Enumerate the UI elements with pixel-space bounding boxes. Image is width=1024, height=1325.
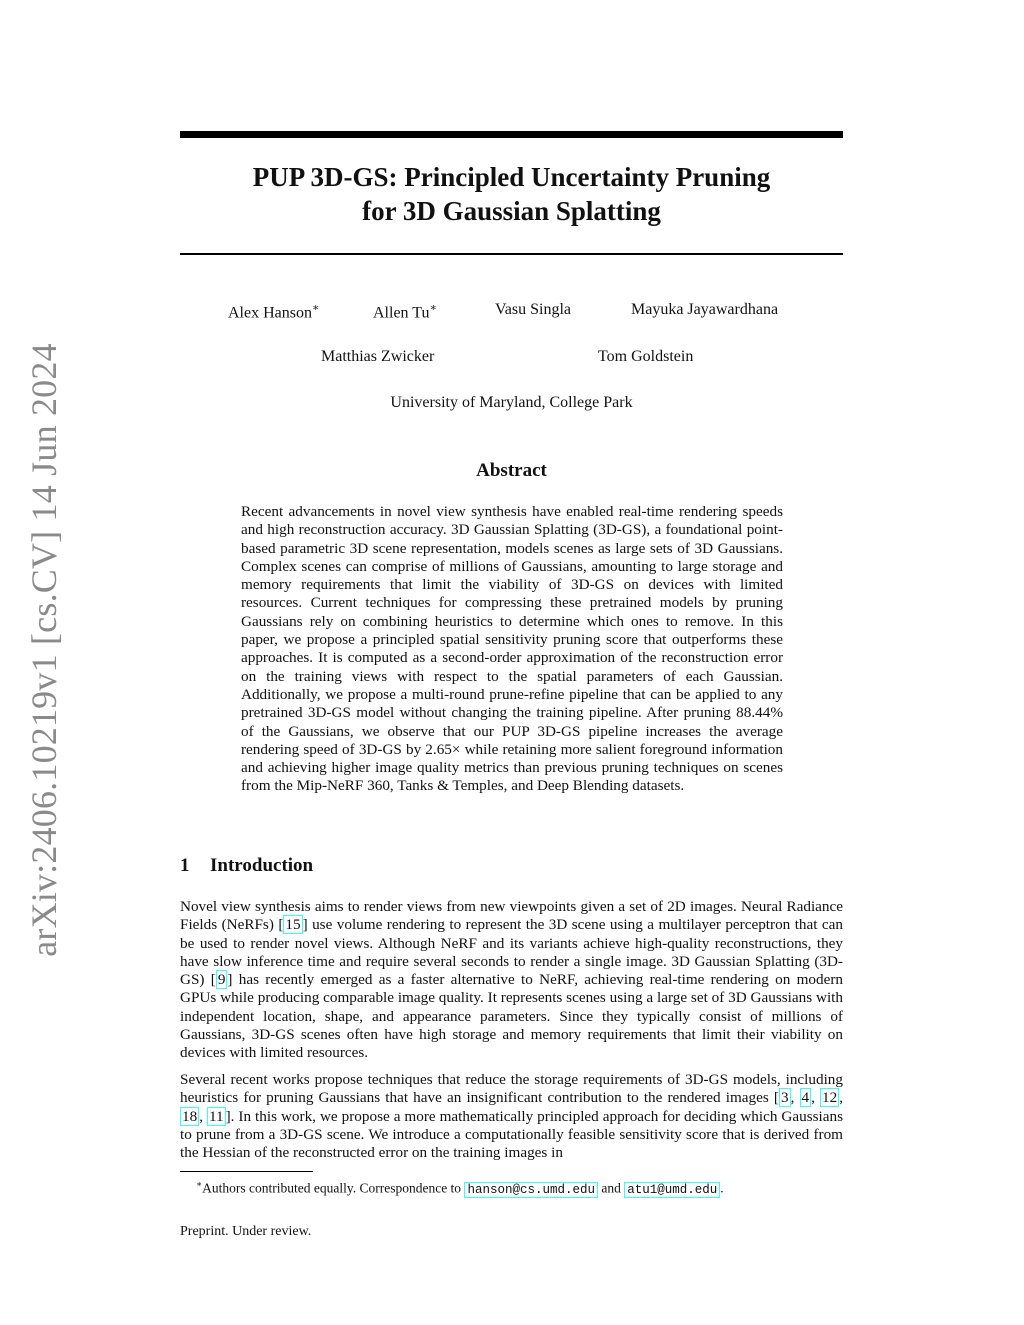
footnote-rule — [180, 1171, 313, 1172]
citation-link[interactable]: 18 — [182, 1107, 198, 1125]
citation-link[interactable]: 3 — [780, 1089, 789, 1107]
title-top-rule — [180, 131, 843, 138]
intro-paragraph-2: Several recent works propose techniques that reduce the storage requirements of 3D-GS models, including heuristics for pruning Gaussians that have an insignificant contribution to the rendered images [ 3 , 4 , 12 , 18 , 11 ]. In this work, we propose a more mathematically principled approach for deciding which Gaussians to prune from a 3D-GS scene. We introduce a computationally feasible sensitivity score that is derived from the Hessian of the reconstructed error on the training images in — [180, 1071, 844, 1162]
abstract-heading: Abstract — [476, 460, 547, 481]
affiliation: University of Maryland, College Park — [390, 394, 633, 411]
author-mayuka-jayawardhana: Mayuka Jayawardhana — [631, 301, 779, 318]
author-vasu-singla: Vasu Singla — [495, 301, 571, 318]
citation-link[interactable]: 11 — [208, 1107, 224, 1125]
citation-link[interactable]: 15 — [285, 916, 301, 934]
paper-title — [180, 160, 843, 228]
arxiv-identifier-stamp — [14, 342, 74, 957]
section-number: 1 — [180, 855, 190, 876]
author-tom-goldstein: Tom Goldstein — [598, 348, 694, 365]
section-title: Introduction — [210, 855, 314, 876]
email-link-hanson[interactable]: hanson@cs.umd.edu — [464, 1182, 598, 1198]
citation-link[interactable]: 9 — [217, 971, 226, 989]
section-heading-introduction — [180, 855, 313, 877]
email-link-tu[interactable]: atu1@umd.edu — [624, 1182, 720, 1198]
citation-link[interactable]: 12 — [822, 1089, 838, 1107]
title-line-1: PUP 3D-GS: Principled Uncertainty Pruning — [252, 162, 771, 192]
citation-link[interactable]: 4 — [801, 1089, 810, 1107]
title-bottom-rule — [180, 253, 843, 255]
author-allen-tu: Allen Tu∗ — [373, 302, 437, 322]
author-alex-hanson: Alex Hanson∗ — [228, 302, 320, 322]
author-matthias-zwicker: Matthias Zwicker — [321, 348, 435, 365]
abstract-text: Recent advancements in novel view synthesis have enabled real-time rendering speeds and high reconstruction accuracy. 3D Gaussian Splatting (3D-GS), a foundational point-based parametric 3D scene representation, models scenes as large sets of 3D Gaussians. Complex scenes can comprise of millions of Gaussians, amounting to large storage and memory requirements that limit the viability of 3D-GS on devices with limited resources. Current techniques for compressing these pretrained models by pruning Gaussians rely on combining heuristics to determine which ones to remove. In this paper, we propose a principled spatial sensitivity pruning score that outperforms these approaches. It is computed as a second-order approximation of the reconstruction error on the training views with respect to the spatial parameters of each Gaussian. Additionally, we propose a multi-round prune-refine pipeline that can be applied to any pretrained 3D-GS model without changing the training pipeline. After pruning 88.44% of the Gaussians, we observe that our PUP 3D-GS pipeline increases the average rendering speed of 3D-GS by 2.65× while retaining more salient foreground information and achieving higher image quality metrics than previous pruning techniques on scenes from the Mip-NeRF 360, Tanks & Temples, and Deep Blending datasets. — [241, 503, 783, 795]
title-line-2: for 3D Gaussian Splatting — [362, 196, 661, 226]
preprint-notice: Preprint. Under review. — [180, 1224, 312, 1239]
footnote: ∗Authors contributed equally. Correspondence to hanson@cs.umd.edu and atu1@umd.edu . — [196, 1179, 724, 1197]
arxiv-stamp-text: arXiv:2406.10219v1 [cs.CV] 14 Jun 2024 — [24, 342, 64, 957]
intro-paragraph-1: Novel view synthesis aims to render views from new viewpoints given a set of 2D images. Neural Radiance Fields (NeRFs) [ 15 ] use volume rendering to represent the 3D scene using a multilayer perceptron that can be used to render novel views. Although NeRF and its variants achieve high-quality reconstructions, they have slow inference time and require several seconds to render a single image. 3D Gaussian Splatting (3D-GS) [ 9 ] has recently emerged as a faster alternative to NeRF, achieving real-time rendering on modern GPUs while producing comparable image quality. It represents scenes using a large set of 3D Gaussians with independent location, shape, and appearance parameters. Since they typically consist of millions of Gaussians, 3D-GS scenes often have high storage and memory requirements that limit their viability on devices with limited resources. — [180, 898, 843, 1062]
